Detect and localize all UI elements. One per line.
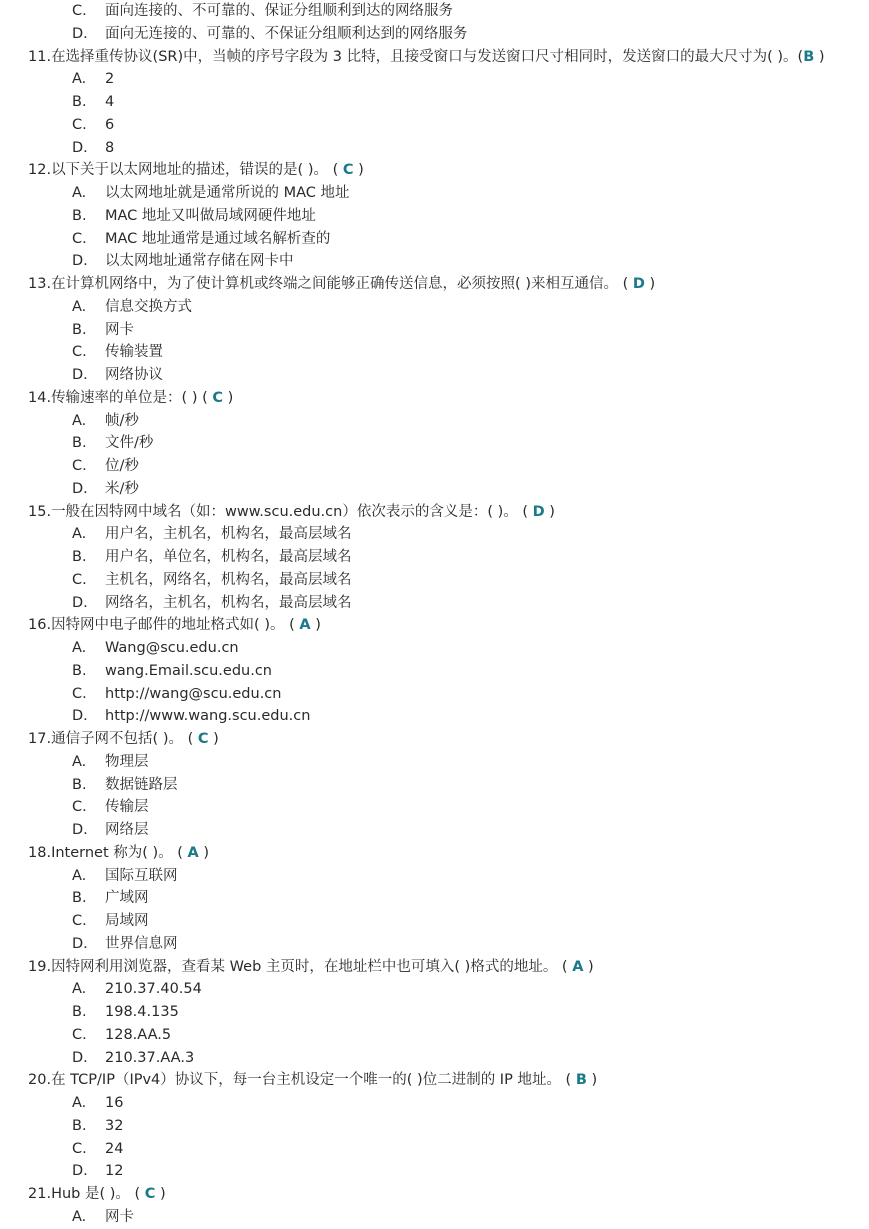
option-letter: B. xyxy=(72,435,87,452)
option-text: 文件/秒 xyxy=(105,435,154,452)
option-text: 传输装置 xyxy=(105,344,163,361)
option-line xyxy=(0,114,869,137)
option-line xyxy=(0,774,869,797)
question-stem: 因特网利用浏览器，查看某 Web 主页时，在地址栏中也可填入( )格式的地址。 ( xyxy=(51,958,573,975)
option-letter: A. xyxy=(72,867,87,884)
option-line xyxy=(0,1024,869,1047)
question-line xyxy=(0,1069,869,1092)
answer-close-paren: ) xyxy=(644,276,656,292)
question-number: 20. xyxy=(28,1072,52,1089)
answer-close-paren: ) xyxy=(223,389,234,406)
option-letter: C. xyxy=(72,571,87,588)
option-text: 面向无连接的、可靠的、不保证分组顺利达到的网络服务 xyxy=(105,25,468,42)
question-line xyxy=(0,159,869,182)
question-stem: Internet 称为( )。 ( xyxy=(51,844,188,861)
option-letter: C. xyxy=(72,458,87,474)
option-line xyxy=(0,978,869,1001)
option-line xyxy=(0,865,869,888)
option-text: 物理层 xyxy=(105,753,149,770)
question-stem: 在选择重传协议(SR)中，当帧的序号字段为 3 比特，且接受窗口与发送窗口尺寸相同时，发送窗口的最大尺寸为( )。( xyxy=(51,48,804,65)
answer-key: D xyxy=(532,503,545,520)
answer-key: B xyxy=(575,1072,587,1089)
answer-close-paren: ) xyxy=(198,844,210,861)
option-text: 2 xyxy=(105,71,115,88)
option-line xyxy=(0,592,869,615)
option-letter: A. xyxy=(72,753,87,770)
option-letter: D. xyxy=(72,822,88,838)
option-text: 以太网地址通常存储在网卡中 xyxy=(105,253,294,270)
question-stem: 传输速率的单位是：( ) ( xyxy=(51,389,213,406)
option-text: 世界信息网 xyxy=(105,935,178,952)
option-line xyxy=(0,569,869,592)
option-letter: A. xyxy=(72,981,87,998)
question-stem: 在计算机网络中，为了使计算机或终端之间能够正确传送信息，必须按照( )来相互通信。 ( xyxy=(51,276,633,292)
option-text: 米/秒 xyxy=(105,480,139,497)
question-number: 16. xyxy=(28,617,52,634)
option-letter: B. xyxy=(72,890,87,907)
answer-key: A xyxy=(299,617,311,634)
option-line xyxy=(0,1206,869,1229)
option-line xyxy=(0,751,869,774)
question-stem: 因特网中电子邮件的地址格式如( )。 ( xyxy=(51,617,300,634)
option-text: 广域网 xyxy=(105,890,149,907)
question-number: 11. xyxy=(28,48,52,65)
answer-key: C xyxy=(197,731,209,747)
question-number: 18. xyxy=(28,844,52,861)
option-letter: D. xyxy=(72,253,88,270)
option-text: MAC 地址又叫做局域网硬件地址 xyxy=(105,207,316,224)
option-letter: D. xyxy=(72,1163,88,1180)
option-text: 24 xyxy=(105,1140,124,1157)
option-text: 用户名，单位名，机构名，最高层域名 xyxy=(105,549,352,565)
option-text: 210.37.40.54 xyxy=(105,981,202,998)
question-number: 21. xyxy=(28,1186,52,1202)
question-line xyxy=(0,273,869,296)
option-letter: A. xyxy=(72,640,87,656)
option-text: 以太网地址就是通常所说的 MAC 地址 xyxy=(105,185,350,201)
option-letter: A. xyxy=(72,71,87,88)
option-line xyxy=(0,478,869,501)
option-letter: D. xyxy=(72,935,88,952)
question-line xyxy=(0,842,869,865)
option-text: http://www.wang.scu.edu.cn xyxy=(105,708,311,725)
option-line xyxy=(0,455,869,478)
option-letter: B. xyxy=(72,1004,87,1020)
option-letter: B. xyxy=(72,321,87,338)
option-letter: A. xyxy=(72,1208,87,1225)
option-text: 32 xyxy=(105,1117,124,1134)
option-line xyxy=(0,410,869,433)
option-line xyxy=(0,1115,869,1138)
option-line xyxy=(0,0,869,23)
option-letter: C. xyxy=(72,913,87,929)
option-letter: A. xyxy=(72,1095,87,1111)
answer-key: D xyxy=(632,276,645,292)
option-line xyxy=(0,23,869,46)
option-text: 信息交换方式 xyxy=(105,298,192,315)
option-line xyxy=(0,182,869,205)
option-line xyxy=(0,683,869,706)
option-line xyxy=(0,1047,869,1070)
question-number: 14. xyxy=(28,389,52,406)
answer-close-paren: ) xyxy=(310,617,321,634)
option-letter: B. xyxy=(72,549,87,565)
option-text: 网卡 xyxy=(105,1208,134,1225)
option-line xyxy=(0,1092,869,1115)
option-line xyxy=(0,546,869,569)
question-stem: 一般在因特网中域名（如：www.scu.edu.cn）依次表示的含义是：( )。 ( xyxy=(51,503,533,520)
option-line xyxy=(0,364,869,387)
question-number: 17. xyxy=(28,731,52,747)
option-letter: B. xyxy=(72,662,87,679)
option-line xyxy=(0,68,869,91)
option-text: 数据链路层 xyxy=(105,776,178,793)
question-line xyxy=(0,387,869,410)
answer-close-paren: ) xyxy=(353,162,364,179)
option-letter: D. xyxy=(72,139,88,156)
answer-close-paren: ) xyxy=(814,48,825,65)
option-text: 8 xyxy=(105,139,115,156)
option-line xyxy=(0,319,869,342)
option-line xyxy=(0,910,869,933)
question-number: 13. xyxy=(28,276,52,292)
option-letter: D. xyxy=(72,480,88,497)
option-letter: B. xyxy=(72,776,87,793)
option-text: 6 xyxy=(105,116,115,133)
option-text: 128.AA.5 xyxy=(105,1026,172,1043)
option-line xyxy=(0,796,869,819)
option-letter: A. xyxy=(72,185,87,201)
option-text: 网络名，主机名，机构名，最高层域名 xyxy=(105,594,352,611)
answer-close-paren: ) xyxy=(583,958,594,975)
option-line xyxy=(0,341,869,364)
option-line xyxy=(0,432,869,455)
option-text: 210.37.AA.3 xyxy=(105,1049,195,1066)
question-stem: Hub 是( )。 ( xyxy=(51,1186,145,1202)
option-line xyxy=(0,205,869,228)
option-text: MAC 地址通常是通过域名解析查的 xyxy=(105,230,331,247)
option-letter: A. xyxy=(72,298,87,315)
option-text: wang.Email.scu.edu.cn xyxy=(105,662,272,679)
option-letter: D. xyxy=(72,708,88,725)
option-text: 主机名，网络名，机构名，最高层域名 xyxy=(105,571,352,588)
option-letter: C. xyxy=(72,116,87,133)
option-text: Wang@scu.edu.cn xyxy=(105,640,239,656)
question-number: 12. xyxy=(28,162,52,179)
option-text: 传输层 xyxy=(105,799,149,816)
option-letter: A. xyxy=(72,526,87,543)
option-text: 网络协议 xyxy=(105,367,163,383)
question-stem: 在 TCP/IP（IPv4）协议下，每一台主机设定一个唯一的( )位二进制的 IP 地址。 ( xyxy=(51,1072,576,1089)
option-letter: A. xyxy=(72,412,87,429)
option-text: http://wang@scu.edu.cn xyxy=(105,685,282,702)
option-letter: C. xyxy=(72,685,87,702)
option-line xyxy=(0,250,869,273)
option-line xyxy=(0,705,869,728)
answer-close-paren: ) xyxy=(586,1072,598,1089)
option-line xyxy=(0,1001,869,1024)
option-text: 帧/秒 xyxy=(105,412,139,429)
answer-key: C xyxy=(144,1186,156,1202)
question-number: 15. xyxy=(28,503,52,520)
option-line xyxy=(0,296,869,319)
question-line xyxy=(0,1183,869,1206)
option-letter: C. xyxy=(72,230,87,247)
option-letter: C. xyxy=(72,344,87,361)
option-text: 面向连接的、不可靠的、保证分组顺利到达的网络服务 xyxy=(105,3,453,19)
option-line xyxy=(0,637,869,660)
option-text: 网卡 xyxy=(105,321,134,338)
option-letter: C. xyxy=(72,3,87,19)
answer-close-paren: ) xyxy=(544,503,555,520)
question-number: 19. xyxy=(28,958,52,975)
option-line xyxy=(0,819,869,842)
answer-key: A xyxy=(572,958,584,975)
question-stem: 以下关于以太网地址的描述，错误的是( )。 ( xyxy=(51,162,343,179)
option-text: 国际互联网 xyxy=(105,867,178,884)
option-letter: B. xyxy=(72,94,87,110)
option-letter: B. xyxy=(72,207,87,224)
option-letter: D. xyxy=(72,594,88,611)
answer-close-paren: ) xyxy=(155,1186,166,1202)
option-line xyxy=(0,1138,869,1161)
option-line xyxy=(0,887,869,910)
option-line xyxy=(0,91,869,114)
question-stem: 通信子网不包括( )。 ( xyxy=(51,731,198,747)
option-text: 网络层 xyxy=(105,822,149,838)
option-text: 198.4.135 xyxy=(105,1004,179,1020)
option-letter: D. xyxy=(72,25,88,42)
answer-key: A xyxy=(187,844,199,861)
answer-key: B xyxy=(803,48,815,65)
option-letter: C. xyxy=(72,1026,87,1043)
question-line xyxy=(0,956,869,979)
option-text: 4 xyxy=(105,94,115,110)
question-line xyxy=(0,614,869,637)
option-line xyxy=(0,228,869,251)
option-letter: D. xyxy=(72,367,88,383)
option-letter: C. xyxy=(72,1140,87,1157)
option-line xyxy=(0,137,869,160)
answer-key: C xyxy=(342,162,354,179)
answer-close-paren: ) xyxy=(208,731,219,747)
option-letter: B. xyxy=(72,1117,87,1134)
option-text: 12 xyxy=(105,1163,124,1180)
question-line xyxy=(0,501,869,524)
option-letter: D. xyxy=(72,1049,88,1066)
answer-key: C xyxy=(212,389,224,406)
option-text: 用户名，主机名，机构名，最高层域名 xyxy=(105,526,352,543)
option-text: 位/秒 xyxy=(105,458,139,474)
option-letter: C. xyxy=(72,799,87,816)
option-text: 局域网 xyxy=(105,913,149,929)
question-line xyxy=(0,728,869,751)
option-line xyxy=(0,523,869,546)
option-text: 16 xyxy=(105,1095,124,1111)
option-line xyxy=(0,660,869,683)
option-line xyxy=(0,933,869,956)
question-line xyxy=(0,46,869,69)
option-line xyxy=(0,1160,869,1183)
